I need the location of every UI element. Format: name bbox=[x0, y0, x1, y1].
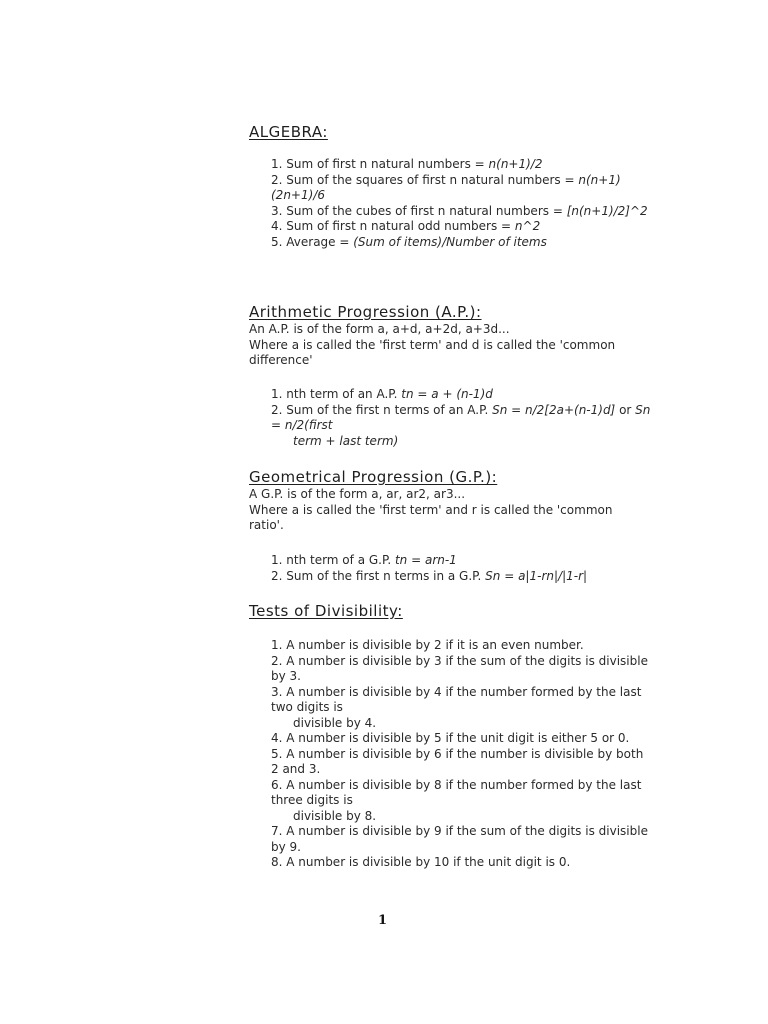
formula: [n(n+1)/2]^2 bbox=[566, 203, 648, 218]
item-text: 6. A number is divisible by 8 if the number formed by the last three digits is bbox=[271, 777, 642, 807]
item-text: 3. A number is divisible by 4 if the number formed by the last two digits is bbox=[271, 684, 642, 714]
gp-where-text: Where a is called the 'first term' and r is called the 'common ratio'. bbox=[249, 502, 613, 532]
list-item bbox=[271, 685, 651, 732]
formula: Sn = n/2(first bbox=[271, 402, 651, 432]
item-text-continued: divisible by 4. bbox=[293, 715, 377, 730]
list-item bbox=[271, 855, 651, 871]
formula: Sn = a|1-rn|/|1-r| bbox=[485, 568, 588, 583]
list-item bbox=[271, 569, 651, 585]
list-item bbox=[271, 553, 651, 569]
divisibility-list bbox=[271, 638, 651, 871]
formula: tn = a + (n-1)d bbox=[401, 387, 493, 401]
formula: (Sum of items)/Number of items bbox=[353, 234, 547, 249]
formula: n^2 bbox=[514, 219, 541, 233]
gp-description bbox=[249, 487, 629, 534]
formula-continued: term + last term) bbox=[293, 433, 399, 448]
ap-where-text: Where a is called the 'first term' and d is called the 'common difference' bbox=[249, 337, 616, 367]
item-text: 1. A number is divisible by 2 if it is an even number. bbox=[271, 638, 584, 652]
item-text: 2. Sum of the first n terms of an A.P. bbox=[271, 402, 493, 417]
item-text: 2. Sum of the first n terms in a G.P. bbox=[271, 568, 486, 583]
ap-list bbox=[271, 387, 651, 449]
algebra-heading: ALGEBRA: bbox=[249, 123, 328, 141]
list-item bbox=[271, 654, 651, 685]
or-text: or bbox=[615, 402, 636, 417]
list-item bbox=[271, 638, 651, 654]
formula: tn = arn-1 bbox=[394, 553, 457, 567]
list-item bbox=[271, 747, 651, 778]
list-item bbox=[271, 204, 651, 220]
ap-description bbox=[249, 322, 629, 369]
item-text: 2. A number is divisible by 3 if the sum of the digits is divisible by 3. bbox=[271, 653, 648, 683]
divisibility-heading: Tests of Divisibility: bbox=[249, 602, 403, 620]
item-text: 4. Sum of first n natural odd numbers = bbox=[271, 219, 515, 233]
list-item bbox=[271, 173, 651, 204]
list-item bbox=[271, 778, 651, 825]
list-item bbox=[271, 824, 651, 855]
formula: n(n+1)(2n+1)/6 bbox=[271, 172, 621, 202]
item-text-continued: divisible by 8. bbox=[293, 808, 377, 823]
list-item bbox=[271, 387, 651, 403]
item-text: 2. Sum of the squares of first n natural numbers = bbox=[271, 172, 579, 187]
item-text: 1. nth term of a G.P. bbox=[271, 553, 395, 567]
gp-heading: Geometrical Progression (G.P.): bbox=[249, 468, 498, 486]
page-number: 1 bbox=[378, 913, 388, 928]
gp-form-text: A G.P. is of the form a, ar, ar2, ar3... bbox=[249, 487, 466, 501]
item-text: 5. A number is divisible by 6 if the number is divisible by both 2 and 3. bbox=[271, 746, 644, 776]
list-item bbox=[271, 157, 651, 173]
ap-heading: Arithmetic Progression (A.P.): bbox=[249, 303, 482, 321]
item-text: 7. A number is divisible by 9 if the sum of the digits is divisible by 9. bbox=[271, 824, 648, 854]
item-text: 8. A number is divisible by 10 if the unit digit is 0. bbox=[271, 855, 571, 869]
item-text: 1. Sum of first n natural numbers = bbox=[271, 157, 489, 171]
algebra-list bbox=[271, 157, 651, 250]
gp-list bbox=[271, 553, 651, 584]
formula: Sn = n/2[2a+(n-1)d] bbox=[492, 402, 616, 417]
item-text: 1. nth term of an A.P. bbox=[271, 387, 402, 401]
list-item bbox=[271, 403, 651, 450]
list-item bbox=[271, 219, 651, 235]
ap-form-text: An A.P. is of the form a, a+d, a+2d, a+3d... bbox=[249, 322, 510, 336]
list-item bbox=[271, 235, 651, 251]
formula: n(n+1)/2 bbox=[488, 157, 543, 171]
item-text: 3. Sum of the cubes of first n natural numbers = bbox=[271, 203, 567, 218]
item-text: 5. Average = bbox=[271, 234, 354, 249]
list-item bbox=[271, 731, 651, 747]
item-text: 4. A number is divisible by 5 if the unit digit is either 5 or 0. bbox=[271, 731, 630, 745]
